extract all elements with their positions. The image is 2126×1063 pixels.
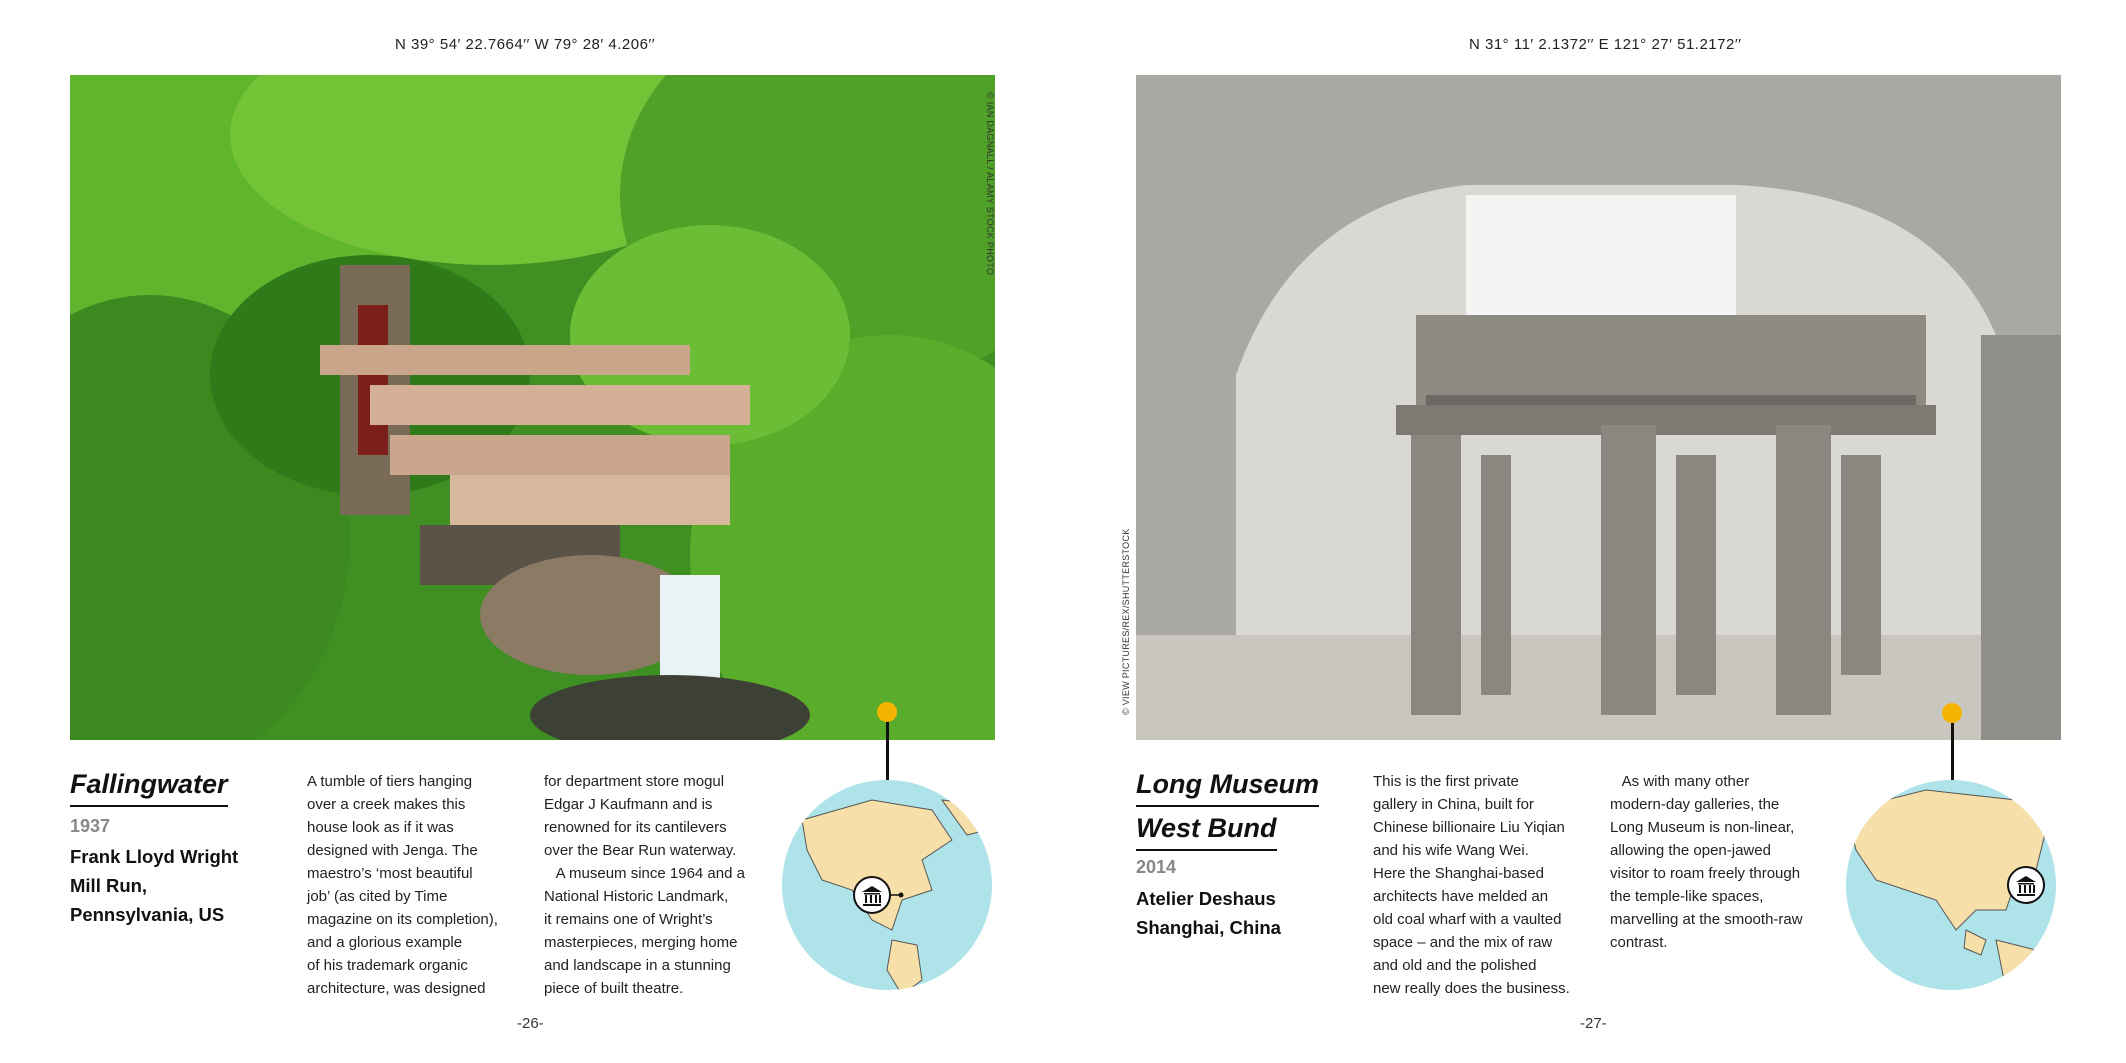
text-line: Chinese billionaire Liu Yiqian	[1373, 819, 1565, 836]
place-title	[1136, 763, 1319, 851]
page-number: -27-	[1580, 1015, 1607, 1032]
coordinates: N 31° 11′ 2.1372′′ E 121° 27′ 51.2172′′	[1469, 36, 1742, 53]
text-line: gallery in China, built for	[1373, 796, 1534, 813]
text-line: space – and the mix of raw	[1373, 934, 1553, 951]
location-line: Mill Run,	[70, 875, 148, 896]
year: 1937	[70, 816, 111, 836]
text-line: new really does the business.	[1373, 980, 1570, 997]
text-line: Edgar J Kaufmann and is	[544, 796, 713, 813]
long-museum-photo	[1136, 75, 2061, 740]
text-line: renowned for its cantilevers	[544, 819, 727, 836]
text-line: of his trademark organic	[307, 957, 468, 974]
body-column-2	[1610, 770, 1830, 954]
place-details	[70, 842, 238, 929]
title-line: Fallingwater	[70, 763, 228, 807]
photo-credit: © VIEW PICTURES/REX/SHUTTERSTOCK	[1121, 528, 1131, 715]
coordinates: N 39° 54′ 22.7664′′ W 79° 28′ 4.206′′	[395, 36, 656, 53]
text-line: piece of built theatre.	[544, 980, 684, 997]
text-line: old coal wharf with a vaulted	[1373, 911, 1562, 928]
text-line: and old and the polished	[1373, 957, 1537, 974]
text-line: architecture, was designed	[307, 980, 486, 997]
text-line: and his wife Wang Wei.	[1373, 842, 1529, 859]
text-line: designed with Jenga. The	[307, 842, 478, 859]
place-details	[1136, 884, 1281, 942]
text-line: contrast.	[1610, 934, 1668, 951]
text-line: over the Bear Run waterway.	[544, 842, 737, 859]
place-title	[70, 763, 228, 807]
fallingwater-photo	[70, 75, 995, 740]
body-column-2	[544, 770, 764, 1000]
location-pin-line	[886, 712, 889, 780]
architect: Atelier Deshaus	[1136, 888, 1276, 909]
year: 2014	[1136, 857, 1177, 877]
text-line: it remains one of Wright’s	[544, 911, 713, 928]
text-line: National Historic Landmark,	[544, 888, 729, 905]
location-line: Pennsylvania, US	[70, 904, 225, 925]
text-line: This is the first private	[1373, 773, 1519, 790]
text-line: allowing the open-jawed	[1610, 842, 1771, 859]
text-line: Long Museum is non-linear,	[1610, 819, 1795, 836]
text-line: magazine on its completion),	[307, 911, 498, 928]
text-line: A museum since 1964 and a	[544, 865, 745, 882]
location-pin-line	[1951, 722, 1954, 780]
fallingwater-image	[70, 75, 995, 740]
text-line: and a glorious example	[307, 934, 463, 951]
text-line: masterpieces, merging home	[544, 934, 738, 951]
right-page	[1063, 0, 2126, 1063]
title-line: West Bund	[1136, 807, 1277, 851]
body-column-1	[1373, 770, 1593, 1000]
page-number: -26-	[517, 1015, 544, 1032]
text-line: A tumble of tiers hanging	[307, 773, 473, 790]
text-line: Here the Shanghai-based	[1373, 865, 1544, 882]
location-line: Shanghai, China	[1136, 917, 1281, 938]
architect: Frank Lloyd Wright	[70, 846, 239, 867]
long-museum-image	[1136, 75, 2061, 740]
text-line: architects have melded an	[1373, 888, 1549, 905]
text-line: marvelling at the smooth-raw	[1610, 911, 1803, 928]
location-pin-icon	[877, 702, 897, 722]
text-line: house look as if it was	[307, 819, 454, 836]
location-pin-icon	[1942, 703, 1962, 723]
text-line: job’ (as cited by Time	[307, 888, 448, 905]
globe-map-icon	[782, 780, 992, 990]
text-line: modern-day galleries, the	[1610, 796, 1780, 813]
text-line: visitor to roam freely through	[1610, 865, 1801, 882]
photo-credit: © IAN DAGNALL / ALAMY STOCK PHOTO	[985, 92, 995, 276]
text-line: As with many other	[1610, 773, 1750, 790]
text-line: and landscape in a stunning	[544, 957, 731, 974]
globe-map-icon	[1846, 780, 2056, 990]
body-column-1	[307, 770, 527, 1000]
title-line: Long Museum	[1136, 763, 1319, 807]
text-line: the temple-like spaces,	[1610, 888, 1764, 905]
text-line: for department store mogul	[544, 773, 725, 790]
text-line: over a creek makes this	[307, 796, 466, 813]
text-line: maestro’s ‘most beautiful	[307, 865, 473, 882]
